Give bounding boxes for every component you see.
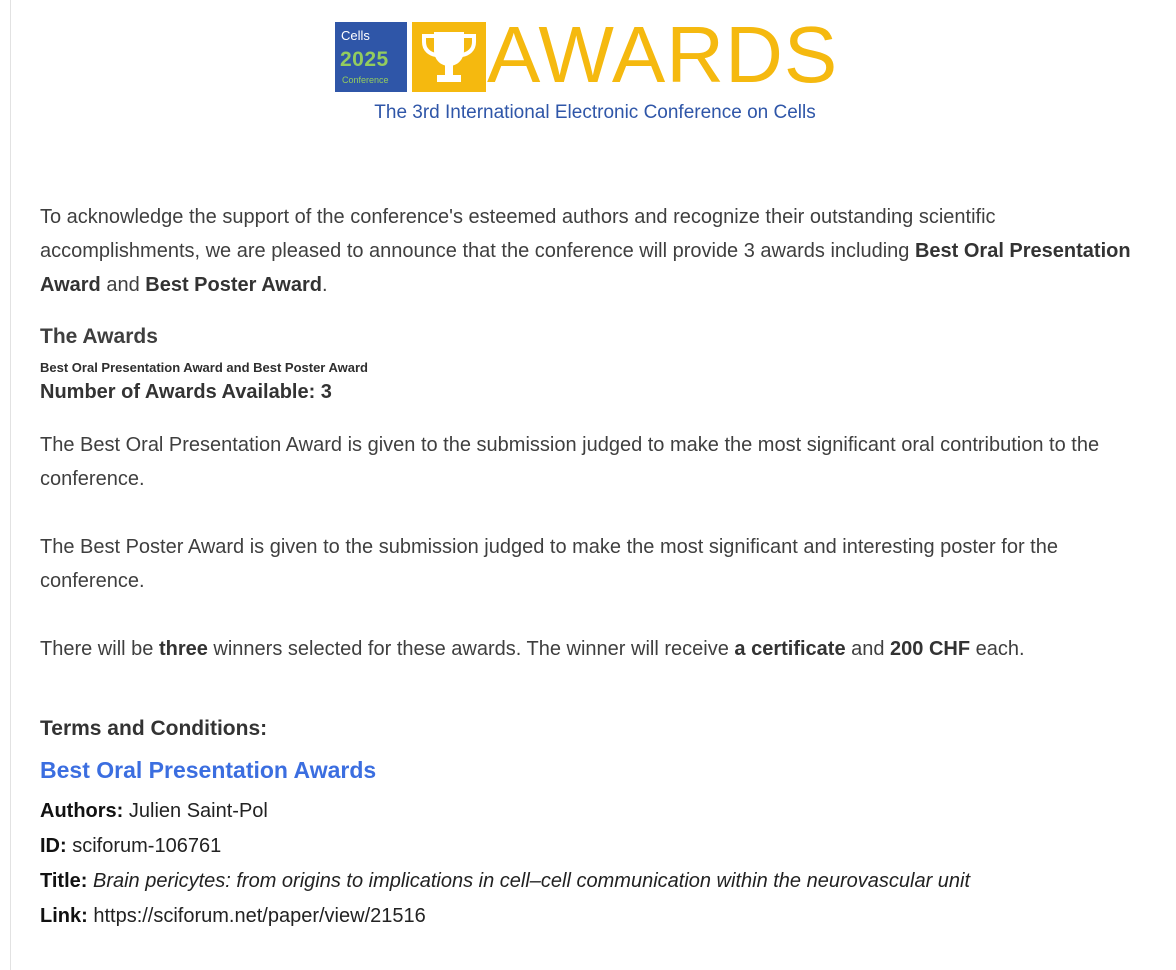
awards-count: Number of Awards Available: 3 xyxy=(40,381,332,403)
winners-text: each. xyxy=(970,638,1025,660)
winners-text: There will be xyxy=(40,638,159,660)
authors-line xyxy=(40,794,1150,829)
awards-banner xyxy=(335,10,855,130)
awards-heading: The Awards xyxy=(40,325,158,348)
intro-oral-award: Best Oral Presentation Award xyxy=(40,240,1131,296)
intro-text: . xyxy=(321,274,328,296)
intro-text: and xyxy=(100,274,146,296)
winners-certificate: a certificate xyxy=(734,638,846,660)
best-oral-presentation-awards-link[interactable]: Best Oral Presentation Awards xyxy=(40,757,377,783)
title-line xyxy=(40,864,1150,899)
intro-paragraph xyxy=(40,200,1150,302)
winners-text: and xyxy=(845,638,891,660)
intro-text: To acknowledge the support of the conference's esteemed authors and recognize their outstanding scientific accomplishments, we are pleased to announce that the conference will provide 3 awards including xyxy=(40,206,996,262)
link-label: Link: xyxy=(40,905,88,927)
link-line xyxy=(40,899,1150,934)
winners-count: three xyxy=(158,638,208,660)
awards-subheading: Best Oral Presentation Award and Best Poster Award xyxy=(40,360,368,375)
authors-value: Julien Saint-Pol xyxy=(123,800,268,822)
title-value: Brain pericytes: from origins to implications in cell–cell communication within the neurovascular unit xyxy=(92,870,971,892)
cells-2025-badge xyxy=(335,22,407,92)
paper-link[interactable]: https://sciforum.net/paper/view/21516 xyxy=(87,905,426,927)
title-label: Title: xyxy=(40,870,88,892)
id-label: ID: xyxy=(40,835,67,857)
oral-award-description: The Best Oral Presentation Award is given to the submission judged to make the most significant oral contribution to the conference. xyxy=(40,434,1100,490)
intro-poster-award: Best Poster Award xyxy=(145,274,322,296)
poster-award-description: The Best Poster Award is given to the submission judged to make the most significant and interesting poster for the conference. xyxy=(40,536,1058,592)
left-border xyxy=(10,0,11,970)
badge-cells-text: Cells xyxy=(341,28,370,43)
awards-wordmark: AWARDS xyxy=(487,10,839,99)
id-line xyxy=(40,829,1150,864)
main-content xyxy=(40,200,1150,934)
trophy-icon xyxy=(412,22,486,92)
authors-label: Authors: xyxy=(40,800,124,822)
conference-tagline: The 3rd International Electronic Conference on Cells xyxy=(374,102,816,123)
badge-year-text: 2025 xyxy=(340,48,389,71)
winners-text: winners selected for these awards. The winner will receive xyxy=(207,638,735,660)
winners-paragraph xyxy=(40,632,1150,666)
winners-prize: 200 CHF xyxy=(890,638,971,660)
badge-conference-text: Conference xyxy=(342,75,389,85)
id-value: sciforum-106761 xyxy=(66,835,222,857)
terms-heading: Terms and Conditions: xyxy=(40,717,268,740)
